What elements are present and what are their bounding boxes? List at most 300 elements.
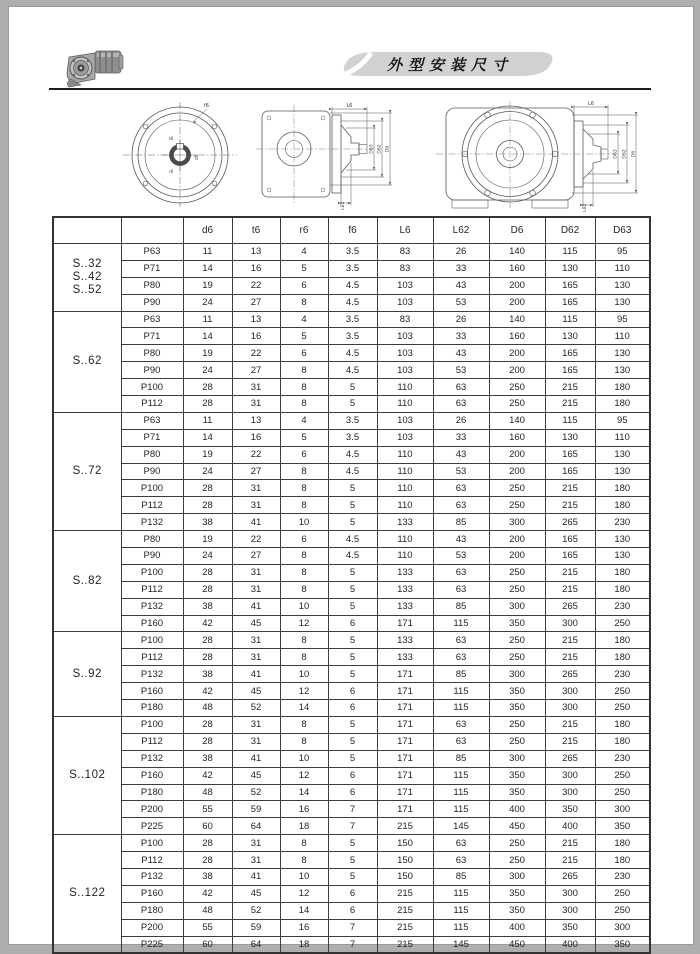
value-cell: 350 [489,767,545,784]
value-cell: 11 [183,412,232,429]
value-cell: 53 [433,463,489,480]
value-cell: 171 [377,666,433,683]
value-cell: 42 [183,767,232,784]
value-cell: 3.5 [328,260,377,277]
value-cell: 63 [433,564,489,581]
value-cell: 180 [595,396,650,413]
value-cell: 103 [377,412,433,429]
value-cell: 165 [545,463,595,480]
value-cell: 110 [377,480,433,497]
value-cell: 16 [232,260,280,277]
value-cell: 31 [232,733,280,750]
model-cell: P200 [121,801,183,818]
side-dim-D63-label: D63 [369,144,375,154]
model-cell: P112 [121,497,183,514]
value-cell: 265 [545,598,595,615]
value-cell: 103 [377,362,433,379]
value-cell: 300 [545,784,595,801]
dimensions-table-wrap [52,216,651,954]
value-cell: 130 [595,345,650,362]
value-cell: 8 [280,294,328,311]
value-cell: 180 [595,581,650,598]
value-cell: 110 [377,548,433,565]
value-cell: 13 [232,412,280,429]
value-cell: 165 [545,294,595,311]
column-header: d6 [183,217,232,244]
value-cell: 26 [433,412,489,429]
value-cell: 59 [232,801,280,818]
value-cell: 5 [328,868,377,885]
value-cell: 8 [280,852,328,869]
value-cell: 28 [183,632,232,649]
value-cell: 150 [377,835,433,852]
value-cell: 300 [595,801,650,818]
value-cell: 150 [377,868,433,885]
value-cell: 95 [595,244,650,261]
value-cell: 300 [489,666,545,683]
model-cell: P90 [121,362,183,379]
value-cell: 300 [545,615,595,632]
value-cell: 8 [280,835,328,852]
value-cell: 300 [489,514,545,531]
value-cell: 180 [595,564,650,581]
model-cell: P132 [121,514,183,531]
value-cell: 85 [433,666,489,683]
value-cell: 160 [489,260,545,277]
model-cell: P80 [121,531,183,548]
side-dim-D62-label: D62 [377,144,383,154]
value-cell: 300 [489,598,545,615]
value-cell: 24 [183,294,232,311]
value-cell: 41 [232,598,280,615]
value-cell: 63 [433,581,489,598]
value-cell: 6 [328,683,377,700]
model-cell: P160 [121,767,183,784]
value-cell: 215 [545,852,595,869]
value-cell: 4 [280,412,328,429]
value-cell: 250 [489,497,545,514]
value-cell: 41 [232,868,280,885]
value-cell: 5 [328,852,377,869]
value-cell: 63 [433,835,489,852]
value-cell: 5 [328,733,377,750]
value-cell: 4.5 [328,345,377,362]
value-cell: 12 [280,683,328,700]
value-cell: 8 [280,480,328,497]
value-cell: 165 [545,548,595,565]
value-cell: 6 [328,767,377,784]
value-cell: 28 [183,733,232,750]
value-cell: 140 [489,412,545,429]
group-label-line: S..52 [72,283,102,296]
table-row [53,294,650,311]
value-cell: 215 [545,581,595,598]
value-cell: 14 [183,260,232,277]
value-cell: 200 [489,345,545,362]
value-cell: 250 [595,902,650,919]
value-cell: 133 [377,564,433,581]
column-header: f6 [328,217,377,244]
value-cell: 265 [545,666,595,683]
model-cell: P90 [121,463,183,480]
side-view-drawing [254,101,406,213]
value-cell: 59 [232,919,280,936]
value-cell: 165 [545,362,595,379]
value-cell: 5 [328,750,377,767]
value-cell: 115 [433,919,489,936]
value-cell: 28 [183,497,232,514]
value-cell: 300 [545,902,595,919]
value-cell: 165 [545,531,595,548]
value-cell: 18 [280,936,328,953]
table-row [53,514,650,531]
value-cell: 26 [433,244,489,261]
value-cell: 160 [489,429,545,446]
value-cell: 83 [377,260,433,277]
value-cell: 38 [183,750,232,767]
value-cell: 38 [183,868,232,885]
model-cell: P71 [121,260,183,277]
value-cell: 64 [232,818,280,835]
value-cell: 5 [328,835,377,852]
model-cell: P180 [121,902,183,919]
value-cell: 160 [489,328,545,345]
group-label-cell [53,244,121,312]
value-cell: 5 [328,564,377,581]
front-dim-D63-label: D63 [613,149,619,159]
model-cell: P112 [121,581,183,598]
group-label-line: S..102 [69,769,106,782]
model-cell: P132 [121,868,183,885]
value-cell: 5 [328,716,377,733]
value-cell: 171 [377,750,433,767]
value-cell: 6 [280,277,328,294]
value-cell: 63 [433,716,489,733]
value-cell: 19 [183,277,232,294]
value-cell: 200 [489,463,545,480]
model-cell: P225 [121,818,183,835]
value-cell: 250 [489,852,545,869]
model-cell: P132 [121,598,183,615]
table-row [53,716,650,733]
value-cell: 10 [280,598,328,615]
value-cell: 215 [545,716,595,733]
value-cell: 250 [489,396,545,413]
value-cell: 350 [595,818,650,835]
value-cell: 171 [377,683,433,700]
value-cell: 265 [545,868,595,885]
value-cell: 250 [489,581,545,598]
table-row [53,396,650,413]
value-cell: 250 [489,632,545,649]
value-cell: 115 [545,412,595,429]
table-row [53,412,650,429]
value-cell: 26 [433,311,489,328]
value-cell: 215 [545,564,595,581]
table-row [53,700,650,717]
value-cell: 7 [328,936,377,953]
group-label-cell [53,716,121,834]
value-cell: 31 [232,497,280,514]
column-header: r6 [280,217,328,244]
value-cell: 133 [377,632,433,649]
model-cell: P90 [121,548,183,565]
table-row [53,463,650,480]
table-row [53,328,650,345]
value-cell: 28 [183,480,232,497]
value-cell: 115 [433,902,489,919]
front-dim-D62-label: D62 [622,149,628,159]
value-cell: 250 [595,615,650,632]
value-cell: 55 [183,919,232,936]
value-cell: 5 [328,379,377,396]
value-cell: 85 [433,514,489,531]
value-cell: 215 [545,733,595,750]
value-cell: 171 [377,733,433,750]
side-dim-D6-label: D6 [385,145,391,153]
value-cell: 63 [433,396,489,413]
value-cell: 250 [489,716,545,733]
value-cell: 265 [545,750,595,767]
value-cell: 350 [595,936,650,953]
value-cell: 45 [232,885,280,902]
value-cell: 8 [280,396,328,413]
value-cell: 8 [280,497,328,514]
value-cell: 5 [328,666,377,683]
value-cell: 115 [545,311,595,328]
value-cell: 215 [545,396,595,413]
value-cell: 215 [545,632,595,649]
value-cell: 8 [280,632,328,649]
value-cell: 130 [595,463,650,480]
value-cell: 42 [183,683,232,700]
value-cell: 10 [280,868,328,885]
value-cell: 180 [595,497,650,514]
model-cell: P71 [121,429,183,446]
table-row [53,666,650,683]
value-cell: 130 [595,446,650,463]
value-cell: 215 [377,919,433,936]
value-cell: 48 [183,902,232,919]
group-label-cell [53,412,121,530]
value-cell: 43 [433,345,489,362]
value-cell: 215 [545,480,595,497]
value-cell: 43 [433,277,489,294]
value-cell: 103 [377,294,433,311]
value-cell: 63 [433,497,489,514]
value-cell: 95 [595,412,650,429]
value-cell: 4.5 [328,446,377,463]
value-cell: 4.5 [328,531,377,548]
front-dim-L6-label: L6 [588,101,594,107]
value-cell: 16 [232,429,280,446]
table-row [53,564,650,581]
model-cell: P160 [121,615,183,632]
value-cell: 63 [433,733,489,750]
table-row [53,345,650,362]
value-cell: 250 [595,683,650,700]
table-row [53,581,650,598]
value-cell: 103 [377,345,433,362]
value-cell: 31 [232,480,280,497]
table-row [53,750,650,767]
value-cell: 43 [433,446,489,463]
value-cell: 110 [595,328,650,345]
model-cell: P112 [121,852,183,869]
header-row [53,217,650,244]
value-cell: 215 [545,379,595,396]
value-cell: 200 [489,294,545,311]
value-cell: 171 [377,615,433,632]
value-cell: 52 [232,700,280,717]
value-cell: 145 [433,936,489,953]
value-cell: 31 [232,581,280,598]
document-page [8,6,694,950]
value-cell: 7 [328,818,377,835]
value-cell: 215 [377,902,433,919]
value-cell: 250 [489,733,545,750]
value-cell: 52 [232,902,280,919]
value-cell: 7 [328,801,377,818]
table-row [53,835,650,852]
table-row [53,429,650,446]
value-cell: 165 [545,446,595,463]
value-cell: 130 [595,277,650,294]
table-row [53,260,650,277]
value-cell: 115 [433,801,489,818]
value-cell: 13 [232,244,280,261]
value-cell: 130 [595,548,650,565]
value-cell: 41 [232,750,280,767]
model-cell: P63 [121,412,183,429]
value-cell: 43 [433,531,489,548]
value-cell: 95 [595,311,650,328]
model-cell: P100 [121,632,183,649]
value-cell: 31 [232,649,280,666]
value-cell: 24 [183,548,232,565]
value-cell: 10 [280,514,328,531]
value-cell: 45 [232,683,280,700]
value-cell: 27 [232,294,280,311]
value-cell: 130 [545,260,595,277]
value-cell: 53 [433,548,489,565]
value-cell: 64 [232,936,280,953]
table-row [53,885,650,902]
value-cell: 165 [545,345,595,362]
value-cell: 27 [232,362,280,379]
value-cell: 165 [545,277,595,294]
value-cell: 250 [489,649,545,666]
value-cell: 6 [280,345,328,362]
value-cell: 133 [377,598,433,615]
value-cell: 8 [280,581,328,598]
value-cell: 350 [545,919,595,936]
table-row [53,801,650,818]
value-cell: 14 [183,328,232,345]
value-cell: 230 [595,666,650,683]
value-cell: 110 [595,260,650,277]
value-cell: 110 [377,396,433,413]
value-cell: 3.5 [328,429,377,446]
value-cell: 8 [280,733,328,750]
column-header: D63 [595,217,650,244]
value-cell: 19 [183,446,232,463]
model-cell: P80 [121,446,183,463]
value-cell: 300 [489,868,545,885]
hub-dim-r6-label: r6 [169,169,174,174]
table-row [53,244,650,261]
value-cell: 140 [489,244,545,261]
value-cell: 250 [595,700,650,717]
value-cell: 145 [433,818,489,835]
value-cell: 6 [328,902,377,919]
model-cell: P160 [121,885,183,902]
value-cell: 200 [489,446,545,463]
value-cell: 300 [545,767,595,784]
value-cell: 11 [183,311,232,328]
front-dim-L62-label: L62 [583,203,588,212]
value-cell: 22 [232,531,280,548]
model-cell: P71 [121,328,183,345]
value-cell: 8 [280,379,328,396]
value-cell: 130 [595,531,650,548]
value-cell: 115 [433,784,489,801]
model-cell: P100 [121,480,183,497]
section-title-badge [309,49,559,79]
value-cell: 33 [433,260,489,277]
value-cell: 230 [595,514,650,531]
value-cell: 16 [280,801,328,818]
group-label-line: S..32 [72,257,102,270]
value-cell: 31 [232,852,280,869]
value-cell: 28 [183,835,232,852]
table-row [53,784,650,801]
value-cell: 5 [280,429,328,446]
value-cell: 180 [595,379,650,396]
value-cell: 16 [280,919,328,936]
value-cell: 130 [545,429,595,446]
corner-cell-model [121,217,183,244]
table-row [53,379,650,396]
table-row [53,632,650,649]
value-cell: 28 [183,564,232,581]
value-cell: 400 [545,818,595,835]
value-cell: 7 [328,919,377,936]
value-cell: 180 [595,480,650,497]
value-cell: 250 [489,564,545,581]
value-cell: 63 [433,480,489,497]
value-cell: 110 [377,531,433,548]
value-cell: 83 [377,244,433,261]
value-cell: 41 [232,666,280,683]
value-cell: 19 [183,345,232,362]
value-cell: 110 [595,429,650,446]
group-label-line: S..92 [72,667,102,680]
value-cell: 28 [183,379,232,396]
value-cell: 350 [489,615,545,632]
value-cell: 171 [377,801,433,818]
value-cell: 5 [328,396,377,413]
table-header [53,217,650,244]
value-cell: 171 [377,716,433,733]
value-cell: 8 [280,548,328,565]
value-cell: 400 [545,936,595,953]
table-row [53,683,650,700]
value-cell: 350 [489,885,545,902]
group-label-cell [53,531,121,632]
value-cell: 215 [377,818,433,835]
value-cell: 250 [595,885,650,902]
